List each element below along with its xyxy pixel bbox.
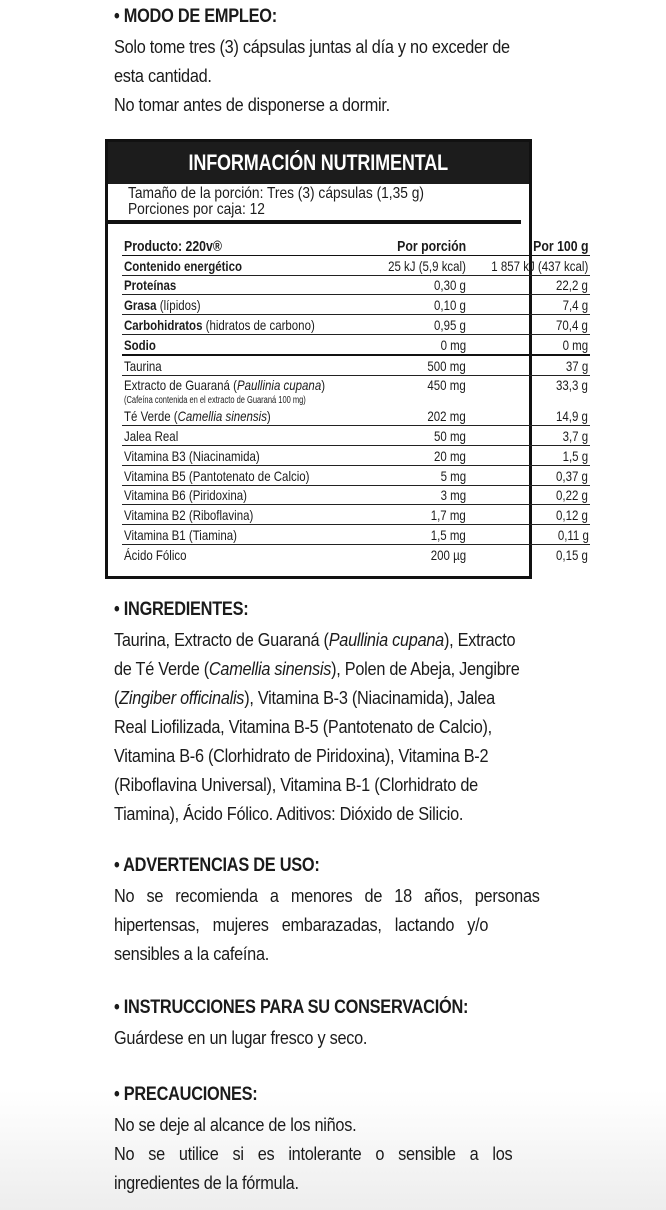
nutrient-per-serving: 1,5 mg [369, 525, 468, 545]
nutrition-note: (Cafeína contenida en el extracto de Guaraná 100 mg) [124, 395, 306, 407]
nutrient-per-serving: 450 mg [427, 377, 467, 394]
nutrient-per-100g: 70,4 g [468, 315, 590, 335]
usage-heading: • MODO DE EMPLEO: [114, 6, 277, 27]
nutrient-per-serving: 5 mg [369, 465, 468, 485]
precautions-heading: • PRECAUCIONES: [114, 1084, 258, 1105]
ingredients-text [114, 625, 528, 828]
nutrient-name: Vitamina B1 (Tiamina) [122, 525, 369, 545]
nutrient-per-100g: 33,3 g [556, 377, 589, 394]
nutrient-name: Proteínas [122, 275, 369, 295]
nutrient-per-serving: 0,30 g [369, 275, 468, 295]
nutrient-per-serving: 200 µg [430, 546, 467, 563]
nutrient-per-100g: 0,37 g [468, 465, 590, 485]
nutrient-name: Vitamina B5 (Pantotenato de Calcio) [122, 465, 369, 485]
storage-text [114, 1023, 528, 1052]
precautions-line: ingredientes de la fórmula. [114, 1172, 299, 1193]
nutrition-row [122, 406, 590, 425]
nutrient-name: Ácido Fólico [124, 546, 187, 563]
nutrient-per-100g: 0,11 g [468, 525, 590, 545]
column-header-per-100g: Por 100 g [468, 236, 590, 255]
nutrient-per-serving: 25 kJ (5,9 kcal) [369, 255, 468, 275]
storage-line: Guárdese en un lugar fresco y seco. [114, 1027, 368, 1048]
storage-heading: • INSTRUCCIONES PARA SU CONSERVACIÓN: [114, 997, 469, 1018]
usage-text [114, 32, 528, 119]
nutrient-per-100g: 37 g [468, 355, 590, 375]
nutrient-per-serving: 3 mg [369, 485, 468, 505]
nutrient-name: Sodio [122, 334, 369, 354]
serving-info [108, 184, 521, 224]
usage-line: Solo tome tres (3) cápsulas juntas al día y no exceder de [114, 36, 510, 57]
nutrient-per-serving: 50 mg [369, 426, 468, 446]
ingredients-heading: • INGREDIENTES: [114, 599, 249, 620]
warnings-line: hipertensas, mujeres embarazadas, lactando y/o [114, 914, 489, 935]
nutrition-row [122, 334, 590, 354]
nutrient-per-100g: 22,2 g [468, 275, 590, 295]
nutrient-per-serving: 0,10 g [369, 295, 468, 315]
nutrient-name: Extracto de Guaraná (Paullinia cupana) [124, 377, 326, 394]
precautions-text [114, 1110, 528, 1197]
precautions-line: No se utilice si es intolerante o sensible a los [114, 1143, 513, 1164]
nutrient-name: Vitamina B2 (Riboflavina) [122, 505, 369, 525]
nutrient-name: Taurina [122, 355, 369, 375]
nutrient-name: Grasa (lípidos) [122, 295, 369, 315]
nutrient-per-100g: 0,15 g [556, 546, 589, 563]
nutrition-facts-panel [105, 139, 589, 579]
nutrition-row [122, 485, 590, 505]
warnings-line: No se recomienda a menores de 18 años, personas [114, 885, 540, 906]
nutrition-row [122, 426, 590, 446]
nutrition-row [122, 275, 590, 295]
nutrition-row [122, 255, 590, 275]
nutrient-name: Jalea Real [122, 426, 369, 446]
nutrient-name: Té Verde (Camellia sinensis) [122, 406, 369, 425]
ingredients-section [114, 598, 528, 828]
nutrient-per-serving: 202 mg [369, 406, 468, 425]
nutrition-row [122, 544, 590, 563]
nutrient-name: Vitamina B6 (Piridoxina) [122, 485, 369, 505]
ingredients-line: Real Liofilizada, Vitamina B-5 (Pantotenato de Calcio), [114, 716, 492, 737]
nutrient-name: Contenido energético [122, 255, 369, 275]
column-header-per-serving: Por porción [369, 236, 468, 255]
servings-per-box: Porciones por caja: 12 [128, 201, 265, 218]
nutrient-per-serving: 0 mg [369, 334, 468, 354]
ingredients-line: (Riboflavina Universal), Vitamina B-1 (Clorhidrato de [114, 774, 478, 795]
nutrition-header-row [122, 236, 590, 255]
nutrition-row [122, 295, 590, 315]
warnings-text [114, 881, 540, 968]
column-header-product: Producto: 220v® [122, 236, 369, 255]
nutrient-per-100g: 1 857 kJ (437 kcal) [468, 255, 590, 275]
nutrition-row [122, 525, 590, 545]
ingredients-line: Tiamina), Ácido Fólico. Aditivos: Dióxido de Silicio. [114, 803, 464, 824]
nutrient-per-serving: 0,95 g [369, 315, 468, 335]
ingredients-line: Taurina, Extracto de Guaraná (Paullinia cupana), Extracto [114, 629, 516, 650]
nutrition-row [122, 505, 590, 525]
nutrition-row [122, 355, 590, 375]
warnings-section [114, 854, 540, 968]
nutrition-title: INFORMACIÓN NUTRIMENTAL [108, 142, 529, 184]
ingredients-line: de Té Verde (Camellia sinensis), Polen de Abeja, Jengibre [114, 658, 520, 679]
nutrient-name: Carbohidratos (hidratos de carbono) [122, 315, 369, 335]
storage-section [114, 996, 528, 1052]
usage-line: No tomar antes de disponerse a dormir. [114, 94, 390, 115]
ingredients-line: (Zingiber officinalis), Vitamina B-3 (Niacinamida), Jalea [114, 687, 495, 708]
nutrient-per-serving: 20 mg [369, 445, 468, 465]
nutrition-row [122, 465, 590, 485]
nutrient-per-100g: 7,4 g [468, 295, 590, 315]
nutrient-name: Vitamina B3 (Niacinamida) [122, 445, 369, 465]
usage-line: esta cantidad. [114, 65, 212, 86]
nutrition-row [122, 315, 590, 335]
nutrient-per-100g: 0,22 g [468, 485, 590, 505]
warnings-line: sensibles a la cafeína. [114, 943, 270, 964]
nutrient-per-100g: 0,12 g [468, 505, 590, 525]
nutrient-per-100g: 1,5 g [468, 445, 590, 465]
nutrient-per-100g: 0 mg [468, 334, 590, 354]
nutrition-row [122, 375, 590, 394]
nutrition-note-row [122, 394, 590, 406]
serving-size: Tamaño de la porción: Tres (3) cápsulas (1,35 g) [128, 185, 424, 202]
nutrient-per-100g: 3,7 g [468, 426, 590, 446]
nutrition-table [122, 236, 590, 564]
precautions-line: No se deje al alcance de los niños. [114, 1114, 357, 1135]
nutrient-per-serving: 1,7 mg [369, 505, 468, 525]
precautions-section [114, 1083, 528, 1197]
warnings-heading: • ADVERTENCIAS DE USO: [114, 855, 320, 876]
ingredients-line: Vitamina B-6 (Clorhidrato de Piridoxina), Vitamina B-2 [114, 745, 489, 766]
nutrient-per-serving: 500 mg [369, 355, 468, 375]
nutrient-per-100g: 14,9 g [468, 406, 590, 425]
usage-section [114, 5, 528, 119]
nutrition-row [122, 445, 590, 465]
